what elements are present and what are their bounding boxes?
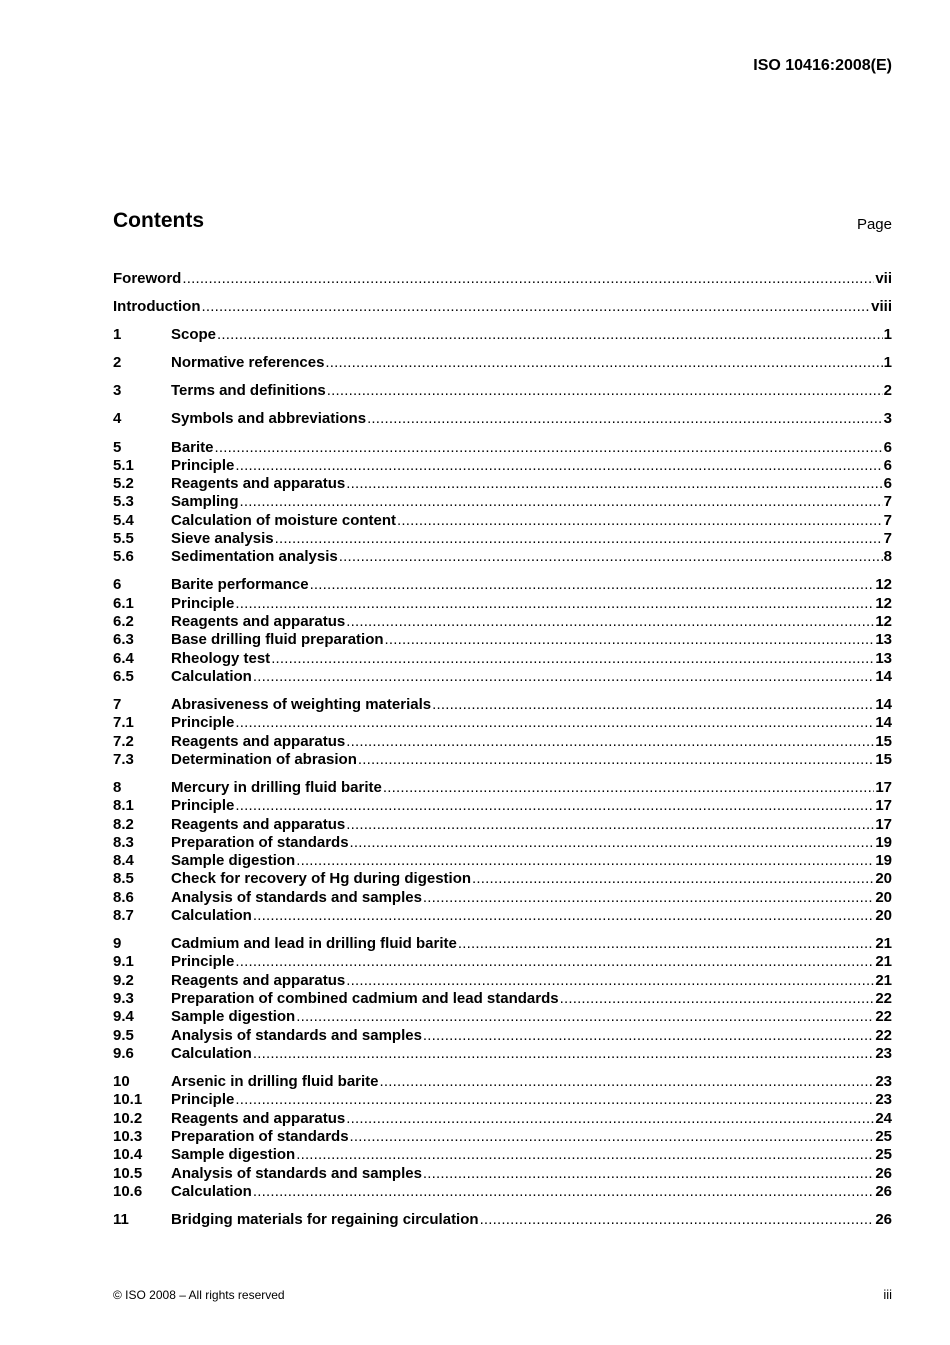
- toc-entry-title: Abrasiveness of weighting materials: [171, 696, 432, 714]
- toc-dot-leader: [235, 797, 874, 815]
- toc-dot-leader: [217, 326, 883, 344]
- toc-entry[interactable]: [113, 972, 892, 990]
- toc-entry-number: 6.1: [113, 594, 134, 612]
- toc-entry[interactable]: [113, 889, 892, 907]
- toc-group: [113, 298, 892, 316]
- toc-dot-leader: [367, 410, 883, 428]
- toc-entry-page: 22: [875, 990, 892, 1008]
- toc-entry-number: 9.1: [113, 953, 134, 971]
- toc-dot-leader: [235, 714, 874, 732]
- toc-entry[interactable]: [113, 1183, 892, 1201]
- toc-entry-page: 8: [883, 548, 892, 566]
- toc-entry-page: 12: [875, 594, 892, 612]
- toc-entry-page: 6: [883, 456, 892, 474]
- table-of-contents: [113, 270, 892, 1239]
- toc-entry-title: Analysis of standards and samples: [171, 1026, 422, 1044]
- toc-entry[interactable]: [113, 870, 892, 888]
- toc-entry[interactable]: [113, 650, 892, 668]
- toc-entry-title: Barite performance: [171, 576, 309, 594]
- toc-entry[interactable]: [113, 631, 892, 649]
- toc-dot-leader: [235, 595, 874, 613]
- toc-entry[interactable]: [113, 439, 892, 457]
- toc-dot-leader: [350, 834, 875, 852]
- toc-entry[interactable]: [113, 1165, 892, 1183]
- toc-entry-number: 10.1: [113, 1091, 143, 1109]
- toc-dot-leader: [325, 354, 882, 372]
- toc-entry-title: Terms and definitions: [171, 382, 326, 400]
- toc-entry[interactable]: [113, 668, 892, 686]
- toc-entry-number: 9: [113, 935, 122, 953]
- toc-dot-leader: [296, 1146, 874, 1164]
- toc-entry[interactable]: [113, 1091, 892, 1109]
- toc-entry[interactable]: [113, 382, 892, 400]
- toc-dot-leader: [346, 816, 874, 834]
- toc-entry-title: Calculation: [171, 1044, 252, 1062]
- toc-entry-title: Sieve analysis: [171, 530, 274, 548]
- toc-entry[interactable]: [113, 1110, 892, 1128]
- toc-entry[interactable]: [113, 816, 892, 834]
- toc-entry-page: 20: [875, 907, 892, 925]
- toc-dot-leader: [346, 613, 874, 631]
- toc-entry-page: 7: [883, 530, 892, 548]
- toc-entry[interactable]: [113, 512, 892, 530]
- toc-entry-number: 3: [113, 382, 122, 400]
- toc-group: [113, 779, 892, 925]
- toc-entry-number: 9.6: [113, 1044, 134, 1062]
- toc-entry-title: Reagents and apparatus: [171, 732, 346, 750]
- toc-entry[interactable]: [113, 475, 892, 493]
- toc-entry-number: 8.2: [113, 815, 134, 833]
- footer-copyright: © ISO 2008 – All rights reserved: [113, 1288, 285, 1302]
- toc-dot-leader: [358, 751, 874, 769]
- document-id: ISO 10416:2008(E): [753, 57, 892, 74]
- toc-entry-number: 6.3: [113, 631, 134, 649]
- toc-entry[interactable]: [113, 595, 892, 613]
- toc-entry[interactable]: [113, 953, 892, 971]
- toc-entry-page: 15: [875, 750, 892, 768]
- toc-dot-leader: [423, 889, 874, 907]
- toc-entry-number: 10.3: [113, 1127, 143, 1145]
- toc-dot-leader: [235, 1091, 874, 1109]
- toc-entry-title: Reagents and apparatus: [171, 1109, 346, 1127]
- toc-entry-number: 2: [113, 354, 122, 372]
- toc-entry-number: 5.1: [113, 456, 134, 474]
- toc-entry-number: 10.2: [113, 1109, 143, 1127]
- toc-entry-number: 9.5: [113, 1026, 134, 1044]
- toc-entry-number: 6: [113, 576, 122, 594]
- toc-entry[interactable]: [113, 990, 892, 1008]
- toc-entry-page: 15: [875, 732, 892, 750]
- toc-entry-page: 6: [883, 475, 892, 493]
- toc-entry-title: Calculation: [171, 907, 252, 925]
- toc-dot-leader: [310, 576, 875, 594]
- toc-entry-page: 14: [875, 696, 892, 714]
- toc-group: [113, 935, 892, 1063]
- toc-entry-title: Base drilling fluid preparation: [171, 631, 384, 649]
- toc-entry[interactable]: [113, 548, 892, 566]
- toc-entry-number: 11: [113, 1210, 129, 1228]
- toc-entry-title: Analysis of standards and samples: [171, 1164, 422, 1182]
- toc-entry[interactable]: [113, 326, 892, 344]
- toc-entry-page: viii: [871, 298, 892, 316]
- toc-entry-title: Principle: [171, 953, 235, 971]
- toc-entry[interactable]: [113, 1146, 892, 1164]
- toc-entry-number: 8.6: [113, 888, 134, 906]
- toc-dot-leader: [423, 1165, 874, 1183]
- toc-entry-page: 7: [883, 493, 892, 511]
- toc-entry-number: 5.5: [113, 530, 134, 548]
- toc-entry-page: 25: [875, 1146, 892, 1164]
- toc-entry-page: 2: [883, 382, 892, 400]
- toc-entry-number: 7.2: [113, 732, 134, 750]
- toc-dot-leader: [253, 1045, 874, 1063]
- toc-group: [113, 326, 892, 344]
- toc-entry-number: 4: [113, 410, 122, 428]
- toc-entry-number: 6.4: [113, 649, 134, 667]
- toc-group: [113, 354, 892, 372]
- toc-entry-number: 8.7: [113, 907, 134, 925]
- toc-entry-page: 14: [875, 714, 892, 732]
- toc-entry-number: 1: [113, 326, 122, 344]
- footer-page-number: iii: [883, 1287, 892, 1302]
- toc-entry-title: Barite: [171, 438, 214, 456]
- toc-entry-number: 9.2: [113, 971, 134, 989]
- toc-entry-title: Reagents and apparatus: [171, 613, 346, 631]
- toc-entry-title: Preparation of standards: [171, 833, 349, 851]
- toc-entry-page: 21: [875, 935, 892, 953]
- toc-entry-title: Check for recovery of Hg during digestion: [171, 870, 472, 888]
- toc-entry-title: Scope: [171, 326, 217, 344]
- toc-dot-leader: [385, 631, 875, 649]
- toc-dot-leader: [271, 650, 874, 668]
- toc-entry[interactable]: [113, 1045, 892, 1063]
- toc-entry-title: Principle: [171, 1091, 235, 1109]
- toc-entry-page: vii: [875, 270, 892, 287]
- toc-entry-title: Reagents and apparatus: [171, 971, 346, 989]
- toc-dot-leader: [472, 870, 874, 888]
- toc-entry-number: 8.5: [113, 870, 134, 888]
- toc-entry[interactable]: [113, 1073, 892, 1091]
- toc-entry-page: 14: [875, 667, 892, 685]
- toc-entry[interactable]: [113, 576, 892, 594]
- toc-entry-number: 9.4: [113, 1008, 134, 1026]
- toc-group: [113, 576, 892, 686]
- toc-entry-page: 13: [875, 631, 892, 649]
- toc-entry-title: Bridging materials for regaining circulation: [171, 1210, 479, 1228]
- toc-dot-leader: [350, 1128, 875, 1146]
- toc-dot-leader: [215, 439, 883, 457]
- toc-dot-leader: [235, 457, 882, 475]
- toc-entry-number: 9.3: [113, 990, 134, 1008]
- toc-entry-page: 22: [875, 1026, 892, 1044]
- toc-entry[interactable]: [113, 907, 892, 925]
- toc-entry[interactable]: [113, 1008, 892, 1026]
- toc-entry-title: Rheology test: [171, 649, 271, 667]
- toc-entry-title: Normative references: [171, 354, 325, 372]
- toc-entry-title: Sampling: [171, 493, 239, 511]
- toc-entry-page: 3: [883, 410, 892, 428]
- toc-entry-page: 23: [875, 1044, 892, 1062]
- toc-entry-title: Principle: [171, 594, 235, 612]
- toc-dot-leader: [346, 1110, 874, 1128]
- toc-entry-page: 26: [875, 1210, 892, 1228]
- toc-entry-title: Calculation: [171, 667, 252, 685]
- toc-entry-title: Arsenic in drilling fluid barite: [171, 1073, 379, 1091]
- toc-entry-number: 10.4: [113, 1146, 143, 1164]
- toc-entry[interactable]: [113, 457, 892, 475]
- toc-entry[interactable]: [113, 852, 892, 870]
- toc-group: [113, 410, 892, 428]
- toc-entry[interactable]: [113, 354, 892, 372]
- toc-entry-title: Symbols and abbreviations: [171, 410, 367, 428]
- toc-entry-title: Calculation of moisture content: [171, 511, 397, 529]
- toc-entry[interactable]: [113, 751, 892, 769]
- toc-entry-number: 10: [113, 1073, 130, 1091]
- toc-dot-leader: [560, 990, 875, 1008]
- toc-entry-page: 22: [875, 1008, 892, 1026]
- toc-entry-number: 7.3: [113, 750, 134, 768]
- toc-entry-page: 23: [875, 1073, 892, 1091]
- toc-entry[interactable]: [113, 733, 892, 751]
- toc-entry-number: 5.6: [113, 548, 134, 566]
- toc-dot-leader: [346, 475, 882, 493]
- toc-entry-title: Calculation: [171, 1182, 252, 1200]
- toc-entry[interactable]: [113, 1211, 892, 1229]
- toc-entry-number: 7: [113, 696, 122, 714]
- toc-entry-title: Foreword: [113, 270, 182, 287]
- toc-entry-title: Determination of abrasion: [171, 750, 357, 768]
- toc-entry-page: 24: [875, 1109, 892, 1127]
- toc-entry-number: 5.3: [113, 493, 134, 511]
- toc-entry-number: 10.6: [113, 1182, 143, 1200]
- toc-entry-title: Principle: [171, 797, 235, 815]
- toc-entry-page: 20: [875, 870, 892, 888]
- toc-dot-leader: [432, 696, 874, 714]
- toc-dot-leader: [240, 493, 883, 511]
- toc-entry[interactable]: [113, 298, 892, 316]
- toc-dot-leader: [327, 382, 883, 400]
- toc-entry-title: Sample digestion: [171, 852, 296, 870]
- toc-entry-number: 5.4: [113, 511, 134, 529]
- toc-entry-page: 20: [875, 888, 892, 906]
- toc-entry-number: 8.4: [113, 852, 134, 870]
- toc-dot-leader: [253, 668, 874, 686]
- toc-entry-page: 17: [875, 797, 892, 815]
- toc-dot-leader: [383, 779, 874, 797]
- toc-entry[interactable]: [113, 270, 892, 288]
- toc-group: [113, 1073, 892, 1201]
- toc-entry-page: 7: [883, 511, 892, 529]
- toc-group: [113, 270, 892, 288]
- toc-entry-page: 26: [875, 1182, 892, 1200]
- toc-entry-title: Reagents and apparatus: [171, 475, 346, 493]
- toc-entry-title: Mercury in drilling fluid barite: [171, 779, 382, 796]
- toc-entry-title: Introduction: [113, 298, 201, 316]
- contents-title: Contents: [113, 209, 204, 232]
- toc-group: [113, 696, 892, 769]
- toc-dot-leader: [253, 907, 874, 925]
- toc-dot-leader: [253, 1183, 874, 1201]
- toc-entry[interactable]: [113, 834, 892, 852]
- toc-entry[interactable]: [113, 1128, 892, 1146]
- toc-entry-page: 17: [875, 815, 892, 833]
- toc-entry-number: 6.2: [113, 613, 134, 631]
- toc-dot-leader: [458, 935, 874, 953]
- toc-entry-page: 12: [875, 613, 892, 631]
- toc-dot-leader: [275, 530, 883, 548]
- toc-entry-page: 1: [883, 326, 892, 344]
- toc-entry-page: 17: [875, 779, 892, 796]
- toc-entry-title: Principle: [171, 456, 235, 474]
- toc-group: [113, 439, 892, 567]
- toc-dot-leader: [423, 1027, 874, 1045]
- toc-entry-number: 5.2: [113, 475, 134, 493]
- toc-entry[interactable]: [113, 797, 892, 815]
- toc-entry[interactable]: [113, 779, 892, 797]
- page-column-label: Page: [856, 216, 892, 233]
- toc-group: [113, 1211, 892, 1229]
- toc-dot-leader: [346, 972, 874, 990]
- toc-entry-page: 23: [875, 1091, 892, 1109]
- toc-entry[interactable]: [113, 714, 892, 732]
- toc-entry-number: 8: [113, 779, 122, 796]
- toc-entry-title: Preparation of combined cadmium and lead standards: [171, 990, 559, 1008]
- toc-entry-number: 10.5: [113, 1164, 143, 1182]
- toc-entry-page: 26: [875, 1164, 892, 1182]
- toc-entry-page: 19: [875, 852, 892, 870]
- toc-dot-leader: [480, 1211, 875, 1229]
- toc-entry-page: 21: [875, 971, 892, 989]
- toc-entry-page: 1: [883, 354, 892, 372]
- toc-entry[interactable]: [113, 696, 892, 714]
- toc-dot-leader: [380, 1073, 875, 1091]
- toc-entry-page: 19: [875, 833, 892, 851]
- toc-entry-page: 13: [875, 649, 892, 667]
- toc-dot-leader: [296, 1008, 874, 1026]
- toc-entry[interactable]: [113, 613, 892, 631]
- toc-dot-leader: [296, 852, 874, 870]
- toc-dot-leader: [201, 298, 870, 316]
- toc-dot-leader: [235, 953, 874, 971]
- toc-dot-leader: [397, 512, 883, 530]
- toc-entry-page: 12: [875, 576, 892, 594]
- toc-dot-leader: [339, 548, 883, 566]
- toc-entry-title: Preparation of standards: [171, 1127, 349, 1145]
- toc-entry-title: Analysis of standards and samples: [171, 888, 422, 906]
- toc-entry-page: 21: [875, 953, 892, 971]
- toc-entry-number: 5: [113, 438, 122, 456]
- toc-entry[interactable]: [113, 935, 892, 953]
- toc-entry-number: 6.5: [113, 667, 134, 685]
- toc-entry-title: Principle: [171, 714, 235, 732]
- toc-entry[interactable]: [113, 493, 892, 511]
- toc-entry-title: Sedimentation analysis: [171, 548, 338, 566]
- toc-entry[interactable]: [113, 530, 892, 548]
- toc-entry-page: 6: [883, 438, 892, 456]
- toc-entry-page: 25: [875, 1127, 892, 1145]
- toc-group: [113, 382, 892, 400]
- toc-entry-number: 8.3: [113, 833, 134, 851]
- toc-entry[interactable]: [113, 410, 892, 428]
- toc-entry-number: 8.1: [113, 797, 134, 815]
- toc-entry-title: Reagents and apparatus: [171, 815, 346, 833]
- toc-entry-title: Cadmium and lead in drilling fluid barite: [171, 935, 457, 953]
- toc-dot-leader: [346, 733, 874, 751]
- toc-entry-title: Sample digestion: [171, 1008, 296, 1026]
- toc-dot-leader: [182, 270, 874, 288]
- toc-entry[interactable]: [113, 1027, 892, 1045]
- toc-entry-number: 7.1: [113, 714, 134, 732]
- toc-entry-title: Sample digestion: [171, 1146, 296, 1164]
